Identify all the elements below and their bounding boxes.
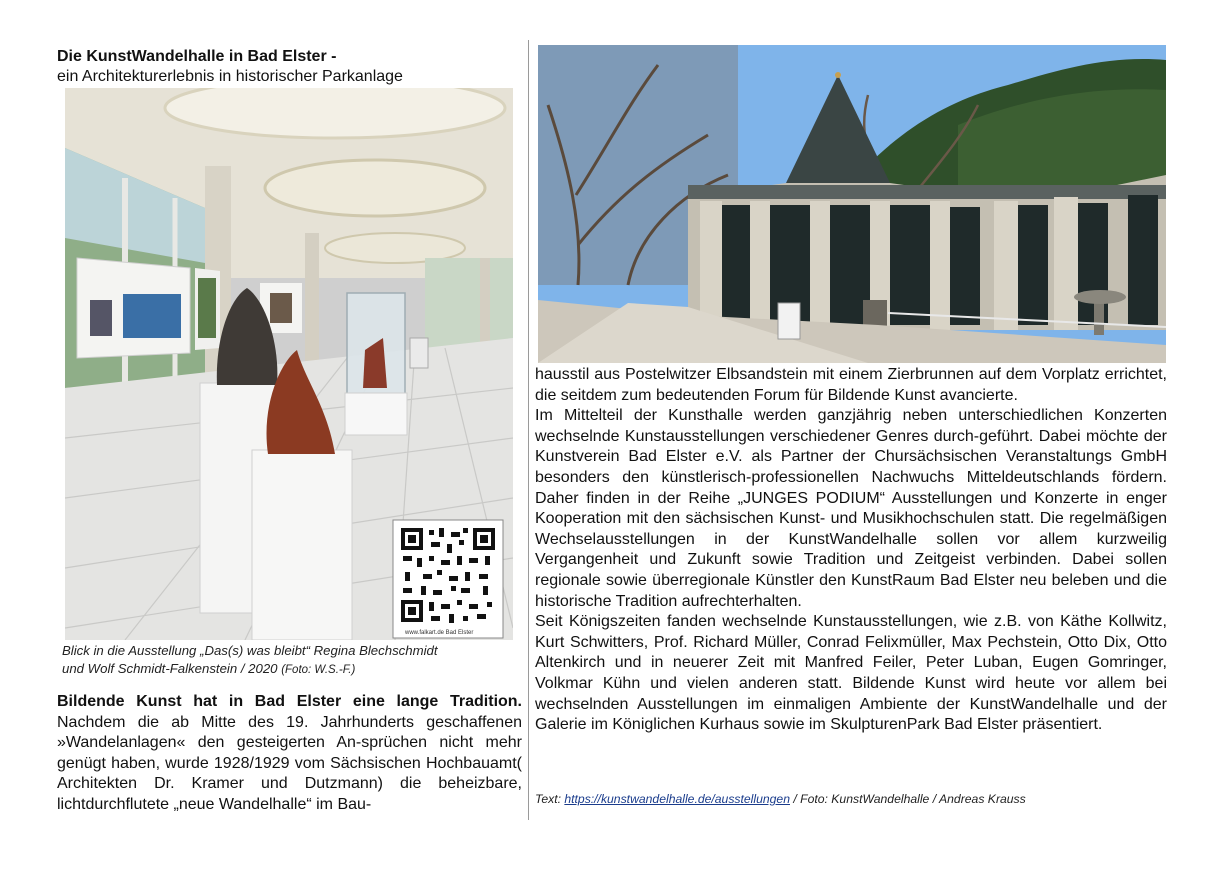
- page-subtitle: ein Architekturerlebnis in historischer Parkanlage: [57, 68, 403, 85]
- caption-credit: (Foto: W.S.-F.): [281, 664, 356, 676]
- source-prefix: Text:: [535, 792, 561, 806]
- caption-line-1: Blick in die Ausstellung „Das(s) was bleibt“ Regina Blechschmidt: [62, 643, 438, 658]
- source-credit: [535, 792, 1026, 806]
- left-body-text: Nachdem die ab Mitte des 19. Jahrhunderts geschaffenen »Wandelanlagen« den gesteigerten An-sprüchen nicht mehr genügt haben, wurde 1928/1929 vom Sächsischen Hochbauamt( Architekten Dr. Kramer und Dutzmann) die beheizbare, lichtdurchflutete „neue Wandelhalle“ im Bau-: [57, 713, 522, 813]
- column-divider: [528, 40, 529, 820]
- page-title: Die KunstWandelhalle in Bad Elster -: [57, 48, 337, 65]
- right-paragraph-3: Seit Königszeiten fanden wechselnde Kunstausstellungen, wie z.B. von Käthe Kollwitz, Kurt Schwitters, Prof. Richard Müller, Conrad Felixmüller, Max Pechstein, Otto Dix, Otto Altenkirch und in neuerer Zeit mit Manfred Feiler, Peter Luban, Eugen Gomringer, Volkmar Kühn und vielen anderen statt. Bildende Kunst wird heute vor allem bei wechselnden Ausstellungen im einmaligen Ambiente der KunstWandelhalle und der Galerie im Königlichen Kurhaus sowie im SkulpturenPark Bad Elster präsentiert.: [535, 613, 1167, 734]
- section-lead: Bildende Kunst hat in Bad Elster eine lange Tradition.: [57, 693, 522, 710]
- right-paragraph-1: hausstil aus Postelwitzer Elbsandstein mit einem Zierbrunnen auf dem Vorplatz errichtet, die seitdem zum bedeutenden Forum für Bildende Kunst avancierte.: [535, 366, 1167, 404]
- source-link[interactable]: https://kunstwandelhalle.de/ausstellungen: [564, 792, 790, 806]
- caption-line-2: und Wolf Schmidt-Falkenstein / 2020: [62, 661, 278, 676]
- right-paragraph-2: Im Mittelteil der Kunsthalle werden ganzjährig neben unterschiedlichen Konzerten wechselnde Kunstausstellungen verschiedener Genres durch-geführt. Dabei möchte der Kunstverein Bad Elster e.V. als Partner der Chursächsischen Veranstaltungs GmbH besonders den künstlerisch-professionellen Nachwuchs Mitteldeutschlands fördern. Daher finden in der Reihe „JUNGES PODIUM“ Ausstellungen und Konzerte in enger Kooperation mit den sächsischen Kunst- und Musikhochschulen statt. Die regelmäßigen Wechselausstellungen in der KunstWandelhalle sollen vor allem kurzweilig Vergangenheit und Zukunft sowie Tradition und Zeitgeist verbinden. Dabei sollen regionale sowie überregionale Künstler den KunstRaum Bad Elster neu beleben und die historische Tradition aufrechterhalten.: [535, 407, 1167, 610]
- kunstwandelhalle-exterior-photo: [538, 45, 1166, 363]
- source-suffix: / Foto: KunstWandelhalle / Andreas Krauss: [793, 792, 1026, 806]
- right-column-text: [535, 365, 1167, 736]
- exhibition-hall-photo: [65, 88, 513, 640]
- photo-caption: [62, 642, 528, 679]
- qr-code[interactable]: [393, 520, 503, 638]
- qr-label: www.falkart.de Bad Elster: [405, 630, 474, 636]
- left-column-text: [57, 692, 522, 816]
